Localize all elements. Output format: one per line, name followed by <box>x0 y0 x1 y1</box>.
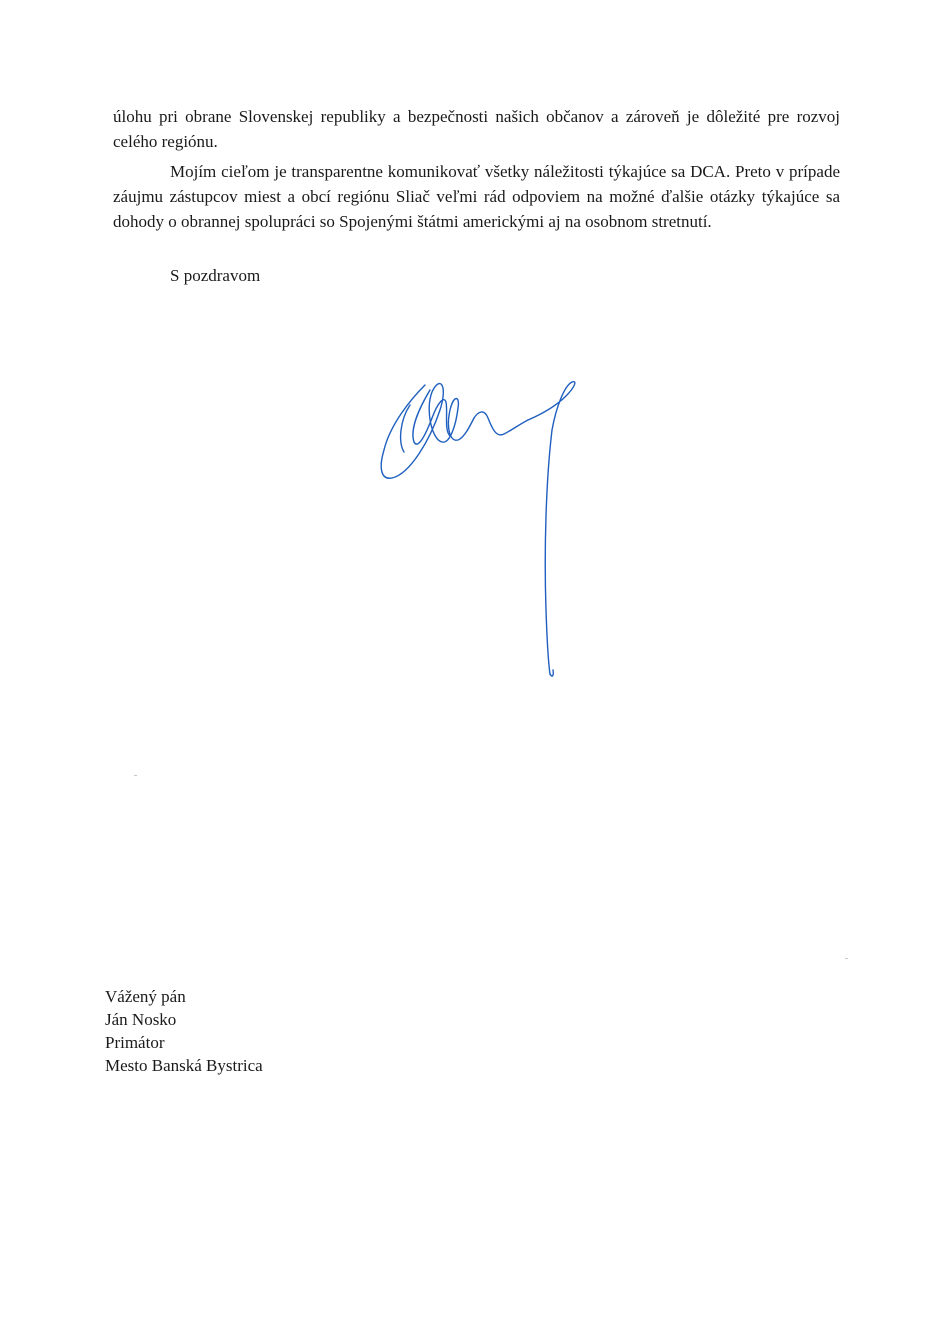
recipient-name: Ján Nosko <box>105 1010 177 1029</box>
recipient-address <box>105 985 263 1077</box>
scan-speck <box>845 958 848 959</box>
scan-speck <box>134 775 137 776</box>
handwritten-signature <box>370 330 600 690</box>
recipient-salutation: Vážený pán <box>105 987 186 1006</box>
closing-greeting: S pozdravom <box>170 266 261 285</box>
body-paragraph-2: Mojím cieľom je transparentne komunikovať všetky náležitosti týkajúce sa DCA. Preto v prípade záujmu zástupcov miest a obcí regiónu Sliač veľmi rád odpoviem na možné ďalšie otázky týkajúce sa dohody o obrannej spolupráci so Spojenými štátmi americkými aj na osobnom stretnutí. <box>113 162 840 231</box>
recipient-organization: Mesto Banská Bystrica <box>105 1056 263 1075</box>
recipient-title: Primátor <box>105 1033 165 1052</box>
body-paragraph-1: úlohu pri obrane Slovenskej republiky a bezpečnosti našich občanov a zároveň je dôležité pre rozvoj celého regiónu. <box>113 107 840 151</box>
